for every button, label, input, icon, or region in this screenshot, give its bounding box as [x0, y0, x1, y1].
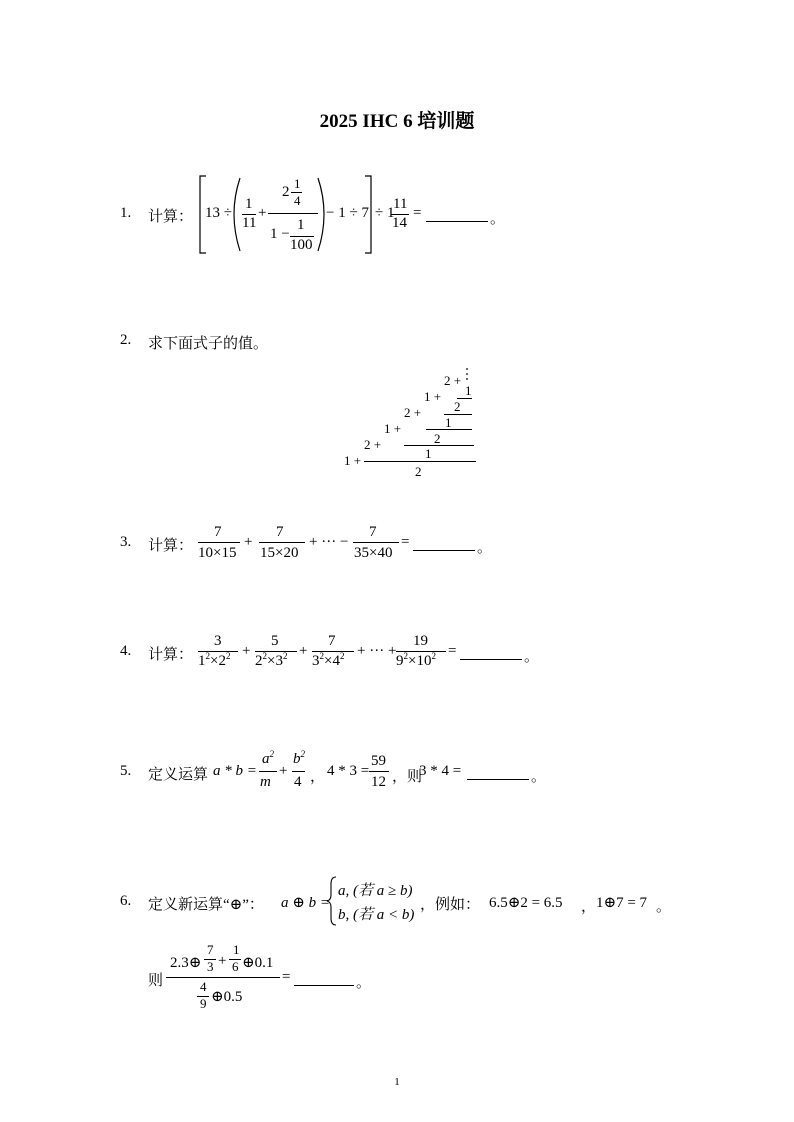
p5-example: 4 * 3 = [327, 763, 370, 779]
p6-num: 7 [207, 942, 214, 957]
problem-end: 。 [490, 211, 506, 227]
problem-end: 。 [531, 769, 547, 785]
page-title: 2025 IHC 6 培训题 [319, 111, 475, 132]
p4-dots: + ··· + [357, 643, 397, 659]
p4-den: $9^2\times 10^2$ [396, 651, 436, 669]
p5-den: 4 [294, 774, 302, 790]
p6-sep: ， [581, 899, 597, 915]
p4-num: 7 [328, 633, 336, 649]
p1-term: 1 − [270, 226, 290, 242]
problem-label: 求下面式子的值。 [148, 336, 269, 352]
cf-term: 2 + [364, 437, 382, 452]
p3-num: 7 [276, 524, 284, 540]
p6-example-2: 1⊕7 = 7 [596, 895, 648, 911]
p6-den: 6 [232, 959, 239, 974]
p1-num: 1 [297, 217, 305, 233]
problem-label: 定义运算 [148, 767, 209, 783]
cf-den: 2 [434, 431, 441, 446]
answer-blank[interactable] [294, 985, 354, 986]
cf-den: 2 [415, 464, 422, 479]
problem-number: 2. [120, 332, 132, 348]
p5-den: m [260, 774, 271, 790]
p6-top-end: ⊕0.1 [242, 955, 274, 971]
p4-num: 5 [271, 633, 279, 649]
problem-number: 1. [120, 205, 132, 221]
cf-term: 2 + [404, 405, 422, 420]
p6-lhs: a ⊕ b = [281, 895, 330, 911]
p1-den: 11 [242, 215, 257, 231]
problem-end: 。 [656, 899, 672, 915]
p6-den: 9 [200, 996, 207, 1011]
p1-num: 1 [294, 176, 301, 191]
p4-den: $2^2\times 3^2$ [255, 651, 288, 669]
p6-case-1: a, (若 a ≥ b) [338, 883, 413, 899]
p5-plus: + [279, 763, 288, 779]
problem-number: 5. [120, 763, 132, 779]
p5-question: 3 * 4 = [419, 763, 462, 779]
p3-den: 10×15 [198, 545, 237, 561]
p3-num: 7 [369, 524, 377, 540]
p6-plus: + [218, 953, 227, 969]
p5-den: 12 [371, 774, 386, 790]
p1-num: 11 [393, 196, 408, 212]
p3-den: 15×20 [260, 545, 299, 561]
problem-label: 定义新运算“⊕”： [148, 897, 264, 913]
page-number: 1 [394, 1076, 400, 1088]
p1-term: ÷ 1 [375, 205, 395, 221]
p1-den: 4 [294, 193, 301, 208]
p6-case-2: b, (若 a < b) [338, 907, 415, 923]
p1-den: 100 [290, 237, 313, 253]
p6-top: 2.3⊕ [170, 955, 202, 971]
p4-eq: = [448, 643, 457, 659]
problem-label: 计算： [148, 538, 194, 554]
cf-num: 1 [465, 383, 472, 398]
p4-num: 19 [413, 633, 428, 649]
cf-term: 1 + [424, 389, 442, 404]
cf-den: 2 [454, 399, 461, 414]
p6-then: 则 [148, 973, 164, 989]
problem-end: 。 [524, 649, 540, 665]
p3-plus: + [244, 534, 253, 550]
problem-number: 3. [120, 534, 132, 550]
problem-number: 6. [120, 893, 132, 909]
problem-number: 4. [120, 643, 132, 659]
p3-num: 7 [214, 524, 222, 540]
p3-eq: = [401, 534, 410, 550]
p1-den: 14 [392, 215, 407, 231]
p4-den: $3^2\times 4^2$ [312, 651, 345, 669]
p1-plus: + [258, 205, 267, 221]
p1-num: 1 [245, 196, 253, 212]
p3-den: 35×40 [354, 545, 393, 561]
p6-eq: = [282, 969, 291, 985]
p6-num: 4 [200, 979, 207, 994]
p4-plus: + [299, 643, 308, 659]
cf-term: 1 + [384, 421, 402, 436]
p4-den: $1^2\times 2^2$ [198, 651, 231, 669]
p1-term: 13 ÷ [205, 205, 232, 221]
p5-lhs: a * b = [213, 763, 257, 779]
p4-num: 3 [214, 633, 222, 649]
p6-num: 1 [233, 942, 240, 957]
cf-num: 1 [425, 446, 432, 461]
p4-plus: + [242, 643, 251, 659]
p6-example-1: 6.5⊕2 = 6.5 [489, 895, 563, 911]
p5-num: $a^2$ [262, 749, 274, 767]
cf-num: 1 [445, 415, 452, 430]
problem-label: 计算： [148, 209, 194, 225]
p1-whole: 2 [282, 184, 290, 200]
fraction-bar [166, 977, 280, 978]
p6-bottom-end: ⊕0.5 [211, 989, 243, 1005]
p3-dots: + ··· − [309, 534, 349, 550]
problem-end: 。 [477, 540, 493, 556]
p6-den: 3 [207, 959, 214, 974]
p1-term: − 1 ÷ 7 [326, 205, 369, 221]
problem-end: 。 [356, 975, 372, 991]
p5-num: $b^2$ [293, 749, 305, 767]
p5-num: 59 [371, 753, 386, 769]
cf-term: 2 + [444, 373, 462, 388]
p1-eq: = [413, 205, 422, 221]
p5-then: ，则 [392, 769, 423, 785]
cf-term: 1 + [344, 453, 362, 468]
p5-sep: ， [310, 769, 326, 785]
problem-label: 计算： [148, 647, 194, 663]
p6-example-label: ，例如： [420, 897, 481, 913]
